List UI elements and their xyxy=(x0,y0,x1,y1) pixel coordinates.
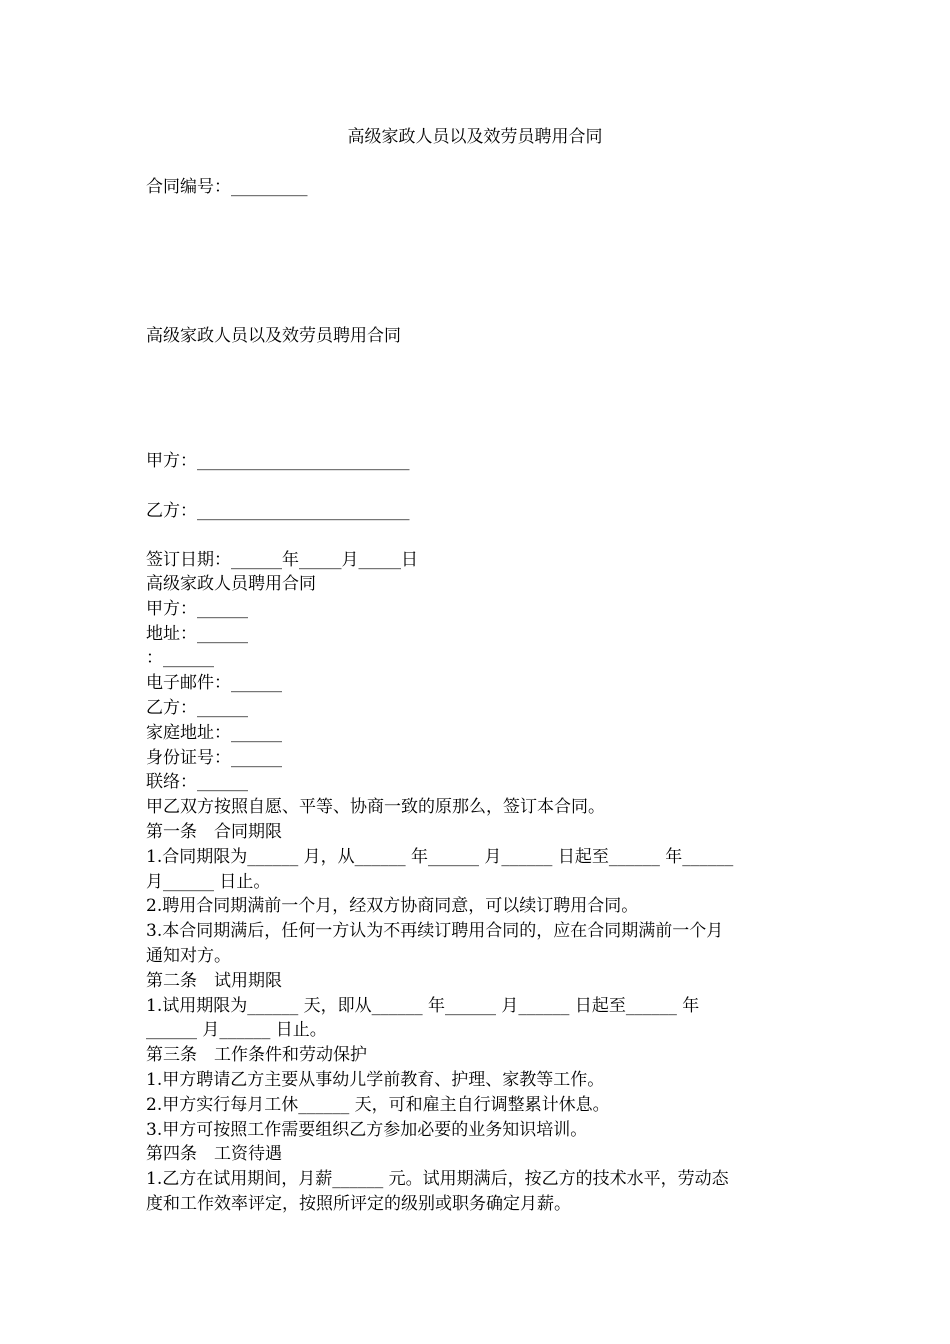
body-line: 3.甲方可按照工作需要组织乙方参加必要的业务知识培训。 xyxy=(146,1119,588,1140)
body-line: ：______ xyxy=(146,648,214,669)
body-line: 1.试用期限为______ 天，即从______ 年______ 月______ 日起至______ 年 xyxy=(146,995,700,1016)
document-title: 高级家政人员以及效劳员聘用合同 xyxy=(347,127,603,147)
body-line: 第二条 试用期限 xyxy=(146,970,282,991)
body-line: 甲方：______ xyxy=(146,598,248,619)
body-line: ______ 月______ 日止。 xyxy=(146,1020,327,1041)
body-line: 3.本合同期满后，任何一方认为不再续订聘用合同的，应在合同期满前一个月 xyxy=(146,921,724,942)
body-line: 家庭地址：______ xyxy=(146,722,282,743)
party-b-cover: 乙方：_________________________ xyxy=(146,501,410,521)
body-line: 通知对方。 xyxy=(146,946,231,966)
body-line: 乙方：______ xyxy=(146,698,248,718)
body-line: 1.甲方聘请乙方主要从事幼儿学前教育、护理、家教等工作。 xyxy=(146,1070,605,1090)
body-line: 高级家政人员聘用合同 xyxy=(146,574,316,594)
body-line: 电子邮件：______ xyxy=(146,673,282,694)
cover-title: 高级家政人员以及效劳员聘用合同 xyxy=(146,326,401,346)
party-a-cover: 甲方：_________________________ xyxy=(146,451,410,471)
body-line: 2.聘用合同期满前一个月，经双方协商同意，可以续订聘用合同。 xyxy=(146,896,639,917)
body-line: 第一条 合同期限 xyxy=(146,822,282,842)
body-line: 1.乙方在试用期间，月薪______ 元。试用期满后，按乙方的技术水平，劳动态 xyxy=(146,1169,729,1190)
body-line: 地址：______ xyxy=(146,623,248,644)
sign-date: 签订日期：______年_____月_____日 xyxy=(146,550,418,570)
body-line: 身份证号：______ xyxy=(146,747,282,768)
body-line: 第三条 工作条件和劳动保护 xyxy=(146,1045,367,1066)
body-line: 度和工作效率评定，按照所评定的级别或职务确定月薪。 xyxy=(146,1194,571,1214)
body-line: 1.合同期限为______ 月，从______ 年______ 月______ 日起至______ 年______ xyxy=(146,846,734,867)
contract-number: 合同编号：_________ xyxy=(146,177,308,197)
body-line: 2.甲方实行每月工休______ 天，可和雇主自行调整累计休息。 xyxy=(146,1094,610,1115)
body-line: 联络：______ xyxy=(146,772,248,793)
body-line: 第四条 工资待遇 xyxy=(146,1144,282,1165)
body-line: 甲乙双方按照自愿、平等、协商一致的原那么，签订本合同。 xyxy=(146,797,605,818)
body-line: 月______ 日止。 xyxy=(146,871,271,892)
